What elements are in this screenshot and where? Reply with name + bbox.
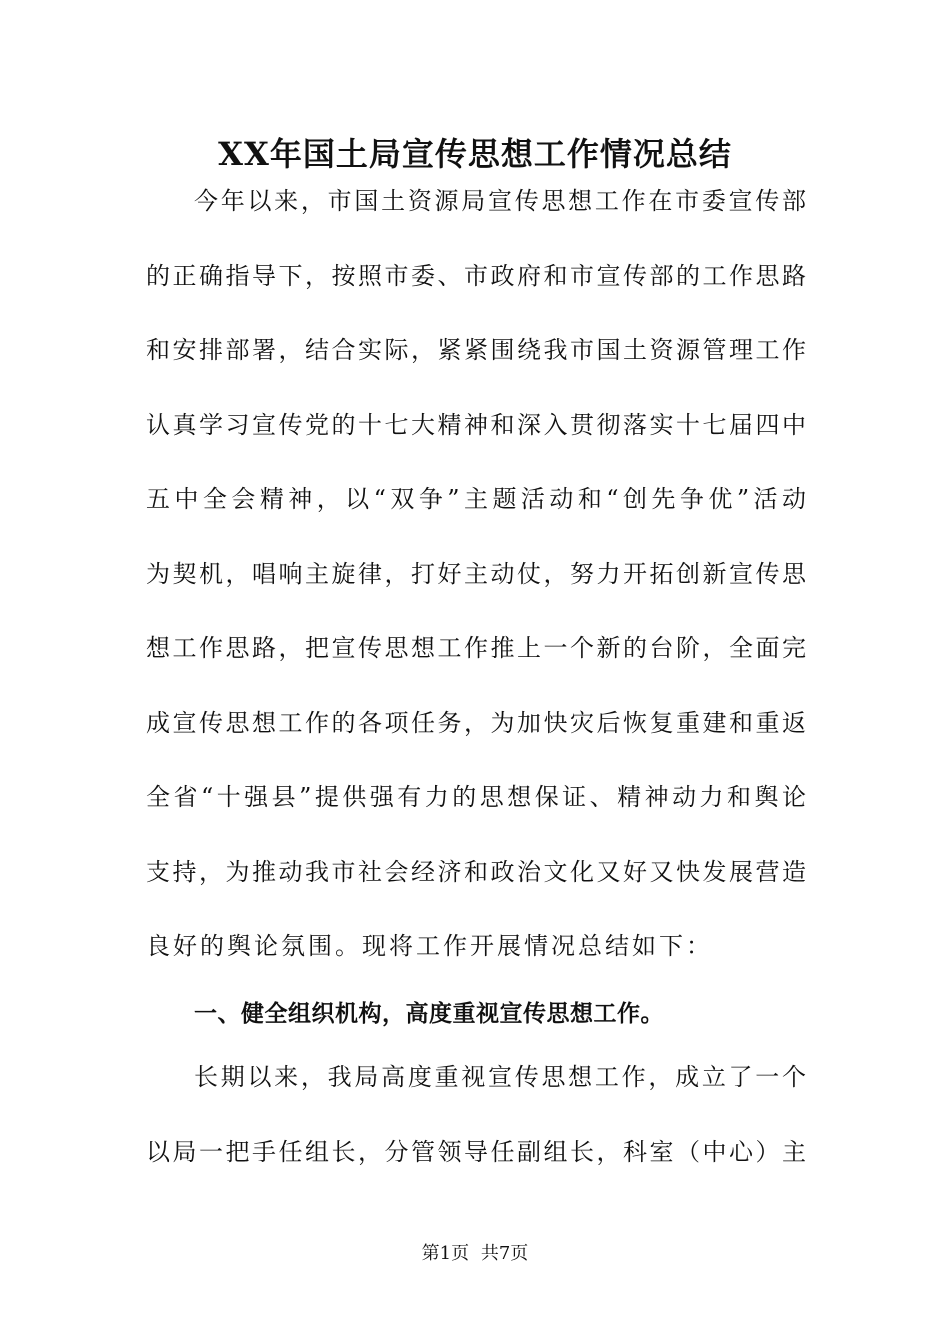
page-footer: [0, 1242, 950, 1266]
paragraph-line: 以局一把手任组长，分管领导任副组长，科室（中心）主: [146, 1137, 806, 1166]
paragraph-line: 想工作思路，把宣传思想工作推上一个新的台阶，全面完: [146, 634, 806, 662]
paragraph-line: 成宣传思想工作的各项任务，为加快灾后恢复重建和重返: [146, 708, 806, 737]
paragraph-line: 长期以来，我局高度重视宣传思想工作，成立了一个: [194, 1063, 806, 1091]
paragraph-line: 五中全会精神，以“双争”主题活动和“创先争优”活动: [146, 485, 806, 513]
paragraph-line: 良好的舆论氛围。现将工作开展情况总结如下：: [146, 932, 713, 960]
paragraph-line: 支持，为推动我市社会经济和政治文化又好又快发展营造: [146, 857, 806, 886]
paragraph-line: 全省“十强县”提供强有力的思想保证、精神动力和舆论: [146, 783, 806, 811]
paragraph-line: 的正确指导下，按照市委、市政府和市宣传部的工作思路: [146, 261, 806, 290]
page-number: 第1页: [421, 1243, 470, 1264]
paragraph-line: 和安排部署，结合实际，紧紧围绕我市国土资源管理工作: [146, 336, 806, 364]
paragraph-line: 认真学习宣传党的十七大精神和深入贯彻落实十七届四中: [146, 410, 806, 439]
document-title: XX年国土局宣传思想工作情况总结: [218, 135, 732, 173]
paragraph-line: 为契机，唱响主旋律，打好主动仗，努力开拓创新宣传思: [146, 559, 806, 588]
section-heading: 一、健全组织机构，高度重视宣传思想工作。: [194, 1001, 664, 1027]
page-total: 共7页: [480, 1243, 529, 1264]
paragraph-section1: [146, 1052, 806, 1201]
paragraph-line: 今年以来，市国土资源局宣传思想工作在市委宣传部: [194, 187, 806, 215]
paragraph-intro: [146, 176, 806, 996]
